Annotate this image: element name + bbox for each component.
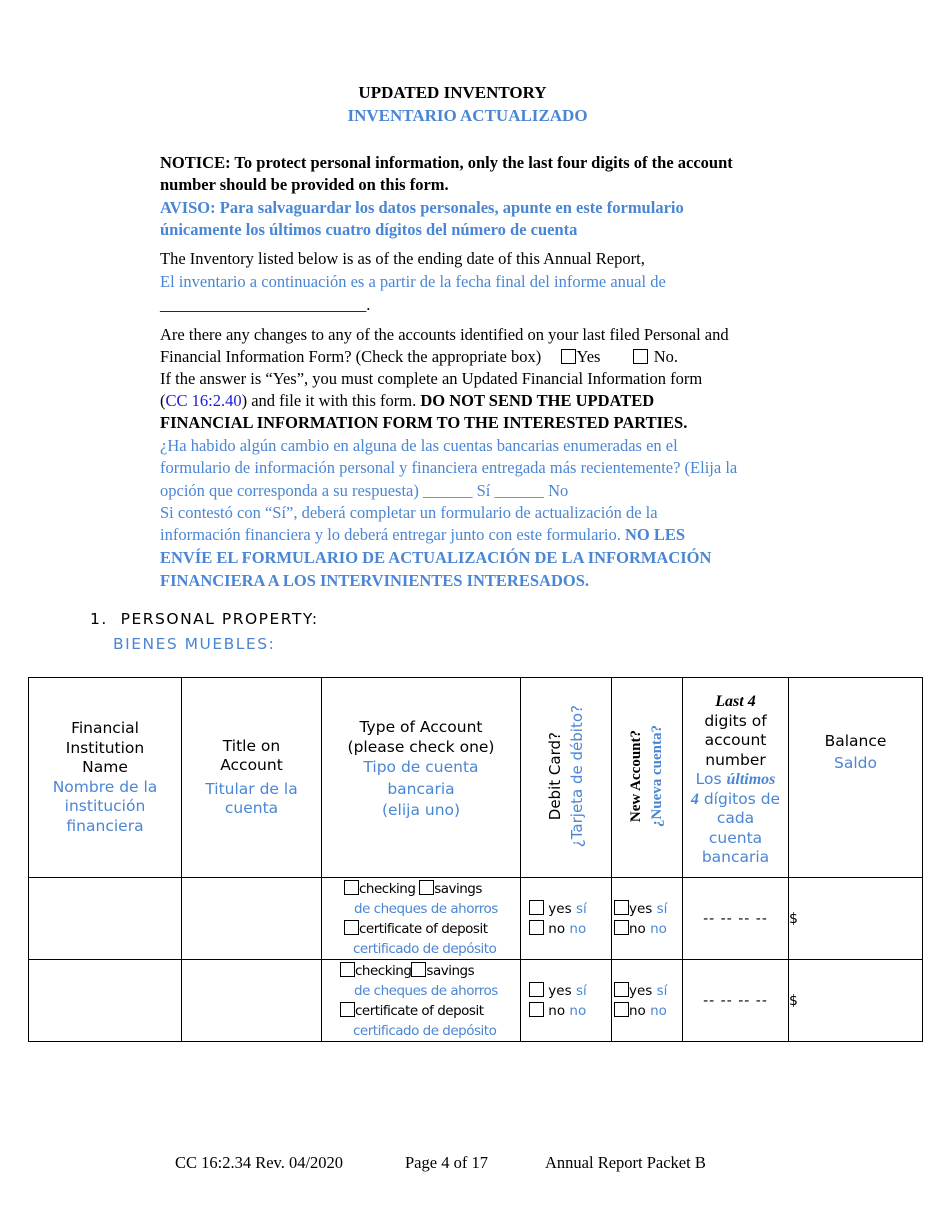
checking-checkbox[interactable] xyxy=(344,880,359,895)
inventory-statement: The Inventory listed below is as of the ending date of this Annual Report, xyxy=(160,249,645,268)
header-text: Last 4 xyxy=(715,693,756,710)
header-text: (please check one) xyxy=(347,737,495,756)
header-text: Title on xyxy=(222,736,281,755)
si-label: sí xyxy=(656,900,668,917)
cd-label: certificate of deposit xyxy=(359,920,488,937)
notice-line-1: NOTICE: To protect personal information, only the last four digits of the account xyxy=(160,153,733,172)
new-account-cell xyxy=(612,960,683,1042)
header-text: Debit Card? xyxy=(546,732,564,821)
header-text-es xyxy=(683,790,788,810)
checking-savings-label-es: de cheques de ahorros xyxy=(354,982,498,999)
new-yes-line xyxy=(612,981,682,1001)
question-line-3: If the answer is “Yes”, you must complete an Updated Financial Information form xyxy=(160,369,703,388)
header-debit-vertical xyxy=(544,705,588,847)
header-text: digits of xyxy=(704,711,767,730)
new-account-cell xyxy=(612,878,683,960)
footer-page-number: Page 4 of 17 xyxy=(405,1153,488,1172)
type-options-line xyxy=(340,961,520,981)
debit-no-line xyxy=(521,919,611,939)
header-last-4-digits xyxy=(683,678,789,878)
debit-yes-checkbox[interactable] xyxy=(529,982,544,997)
question-text: Financial Information Form? (Check the appropriate box) xyxy=(160,347,542,366)
new-no-line xyxy=(612,1001,682,1021)
form-link[interactable]: CC 16:2.40 xyxy=(165,391,242,410)
header-new-vertical xyxy=(626,725,668,827)
header-text-es: (elija uno) xyxy=(381,801,461,819)
last-4-digits-cell[interactable]: -- -- -- -- xyxy=(683,960,789,1042)
table-header-row xyxy=(29,678,923,878)
no-label: no xyxy=(548,1002,566,1019)
header-type-of-account xyxy=(322,678,521,878)
table-row xyxy=(29,960,923,1042)
financial-institution-cell[interactable] xyxy=(29,878,182,960)
checking-savings-label-es: de cheques de ahorros xyxy=(354,900,498,917)
question-line-1: Are there any changes to any of the accounts identified on your last filed Personal and xyxy=(160,325,729,344)
title-on-account-cell[interactable] xyxy=(182,878,322,960)
debit-card-cell xyxy=(521,960,612,1042)
new-no-line xyxy=(612,919,682,939)
header-text: Financial xyxy=(71,719,139,737)
debit-card-cell xyxy=(521,878,612,960)
personal-property-table xyxy=(28,677,923,1042)
header-text-es: Saldo xyxy=(834,753,877,772)
yes-checkbox[interactable] xyxy=(561,349,576,364)
header-text-es-part: últimos xyxy=(726,771,776,788)
yes-label: yes xyxy=(548,982,572,999)
debit-yes-line xyxy=(521,899,611,919)
debit-no-line xyxy=(521,1001,611,1021)
es-warning-bold: NO LES xyxy=(625,525,686,544)
es-line-3: opción que corresponda a su respuesta) ______ Sí ______ No xyxy=(160,481,569,500)
cd-checkbox[interactable] xyxy=(344,920,359,935)
header-new-account xyxy=(612,678,683,878)
new-no-checkbox[interactable] xyxy=(614,920,629,935)
yes-label: yes xyxy=(629,900,653,917)
header-text: Account xyxy=(220,756,283,774)
last-4-digits-cell[interactable]: -- -- -- -- xyxy=(683,878,789,960)
header-text: Type of Account xyxy=(359,718,483,736)
yes-label: Yes xyxy=(576,347,601,366)
header-text-es: cuenta xyxy=(708,828,763,847)
no-label: no xyxy=(629,1002,646,1019)
header-text-es: bancaria xyxy=(387,779,455,798)
no-label-es: no xyxy=(650,920,667,937)
es-line-5 xyxy=(160,524,685,546)
new-yes-checkbox[interactable] xyxy=(614,982,629,997)
header-text-es xyxy=(683,770,788,790)
financial-institution-cell[interactable] xyxy=(29,960,182,1042)
es-line-5-text: información financiera y lo deberá entregar junto con este formulario. xyxy=(160,525,621,544)
header-text-es: cada xyxy=(716,809,755,827)
header-text: New Account? xyxy=(628,730,644,823)
table-row xyxy=(29,878,923,960)
header-text-es: financiera xyxy=(66,816,144,835)
si-label: sí xyxy=(575,982,587,999)
no-label: no xyxy=(548,920,566,937)
es-warning-line-2: FINANCIERA A LOS INTERVINIENTES INTERESADOS. xyxy=(160,571,589,590)
title-on-account-cell[interactable] xyxy=(182,960,322,1042)
es-line-2: formulario de información personal y financiera entregada más recientemente? (Elija la xyxy=(160,458,738,477)
no-checkbox[interactable] xyxy=(633,349,648,364)
cd-checkbox[interactable] xyxy=(340,1002,355,1017)
type-of-account-cell xyxy=(322,878,521,960)
debit-yes-checkbox[interactable] xyxy=(529,900,544,915)
warning-bold: DO NOT SEND THE UPDATED xyxy=(420,391,655,410)
header-text-es: institución xyxy=(64,797,146,815)
checking-checkbox[interactable] xyxy=(340,962,355,977)
header-text-es: Titular de la xyxy=(205,779,298,798)
type-of-account-cell xyxy=(322,960,521,1042)
header-text-es: bancaria xyxy=(701,848,770,866)
date-blank-field[interactable]: _________________________. xyxy=(160,295,371,314)
header-text-es: ¿Nueva cuenta? xyxy=(649,725,665,828)
question-line-2 xyxy=(160,346,678,368)
no-label-es: no xyxy=(650,1002,667,1019)
header-text-es: Tipo de cuenta xyxy=(363,758,479,776)
es-line-4: Si contestó con “Sí”, deberá completar un formulario de actualización de la xyxy=(160,503,658,522)
no-label: No. xyxy=(653,347,679,366)
header-text: account xyxy=(704,731,767,749)
paren-open: ( xyxy=(160,391,166,410)
notice-line-2: number should be provided on this form. xyxy=(160,175,449,194)
no-label-es: no xyxy=(569,920,587,937)
header-text-es-part: 4 xyxy=(690,790,699,808)
header-text-es: cuenta xyxy=(224,799,279,817)
header-text-es: Nombre de la xyxy=(52,777,158,796)
new-no-checkbox[interactable] xyxy=(614,1002,629,1017)
header-balance xyxy=(789,678,923,878)
savings-label: savings xyxy=(426,962,475,979)
si-label: sí xyxy=(575,900,587,917)
header-debit-card xyxy=(521,678,612,878)
footer-packet: Annual Report Packet B xyxy=(545,1153,706,1172)
es-warning-line-1: ENVÍE EL FORMULARIO DE ACTUALIZACIÓN DE LA INFORMACIÓN xyxy=(160,548,712,567)
checking-label: checking xyxy=(359,880,416,897)
section-heading-es: BIENES MUEBLES: xyxy=(113,635,276,653)
header-title-on-account xyxy=(182,678,322,878)
header-financial-institution xyxy=(29,678,182,878)
cd-option-line xyxy=(344,919,520,939)
cd-label-es: certificado de depósito xyxy=(353,940,497,957)
balance-cell[interactable]: $ xyxy=(789,960,923,1042)
header-text-es-part: Los xyxy=(695,770,722,788)
no-label: no xyxy=(629,920,646,937)
header-text-es-part: dígitos de xyxy=(703,789,781,808)
debit-no-checkbox[interactable] xyxy=(529,920,544,935)
new-yes-checkbox[interactable] xyxy=(614,900,629,915)
page-title-es: INVENTARIO ACTUALIZADO xyxy=(347,106,588,125)
es-line-1: ¿Ha habido algún cambio en alguna de las cuentas bancarias enumeradas en el xyxy=(160,436,678,455)
checking-label: checking xyxy=(355,962,412,979)
footer-form-code: CC 16:2.34 Rev. 04/2020 xyxy=(175,1153,344,1172)
type-options-line xyxy=(344,879,520,899)
header-text-es: ¿Tarjeta de débito? xyxy=(568,705,586,848)
cd-label: certificate of deposit xyxy=(355,1002,484,1019)
balance-cell[interactable]: $ xyxy=(789,878,923,960)
savings-checkbox[interactable] xyxy=(419,880,434,895)
header-text: Balance xyxy=(824,732,887,750)
savings-label: savings xyxy=(434,880,482,897)
question-line-4 xyxy=(160,390,654,412)
new-yes-line xyxy=(612,899,682,919)
cd-option-line xyxy=(340,1001,520,1021)
savings-checkbox[interactable] xyxy=(411,962,426,977)
debit-yes-line xyxy=(521,981,611,1001)
page-title: UPDATED INVENTORY xyxy=(358,83,547,102)
no-label-es: no xyxy=(569,1002,587,1019)
section-heading: 1. PERSONAL PROPERTY: xyxy=(90,610,319,628)
inventory-statement-es: El inventario a continuación es a partir de la fecha final del informe anual de xyxy=(160,272,666,291)
question-line-4-text: ) and file it with this form. xyxy=(241,391,417,410)
si-label: sí xyxy=(656,982,668,999)
yes-label: yes xyxy=(629,982,653,999)
yes-label: yes xyxy=(548,900,572,917)
cd-label-es: certificado de depósito xyxy=(353,1022,497,1039)
header-text: Institution xyxy=(65,738,145,757)
header-text: number xyxy=(705,750,766,769)
debit-no-checkbox[interactable] xyxy=(529,1002,544,1017)
aviso-line-1: AVISO: Para salvaguardar los datos personales, apunte en este formulario xyxy=(160,198,684,217)
aviso-line-2: únicamente los últimos cuatro dígitos del número de cuenta xyxy=(160,220,578,239)
warning-line: FINANCIAL INFORMATION FORM TO THE INTERESTED PARTIES. xyxy=(160,413,688,432)
header-text: Name xyxy=(82,758,128,776)
